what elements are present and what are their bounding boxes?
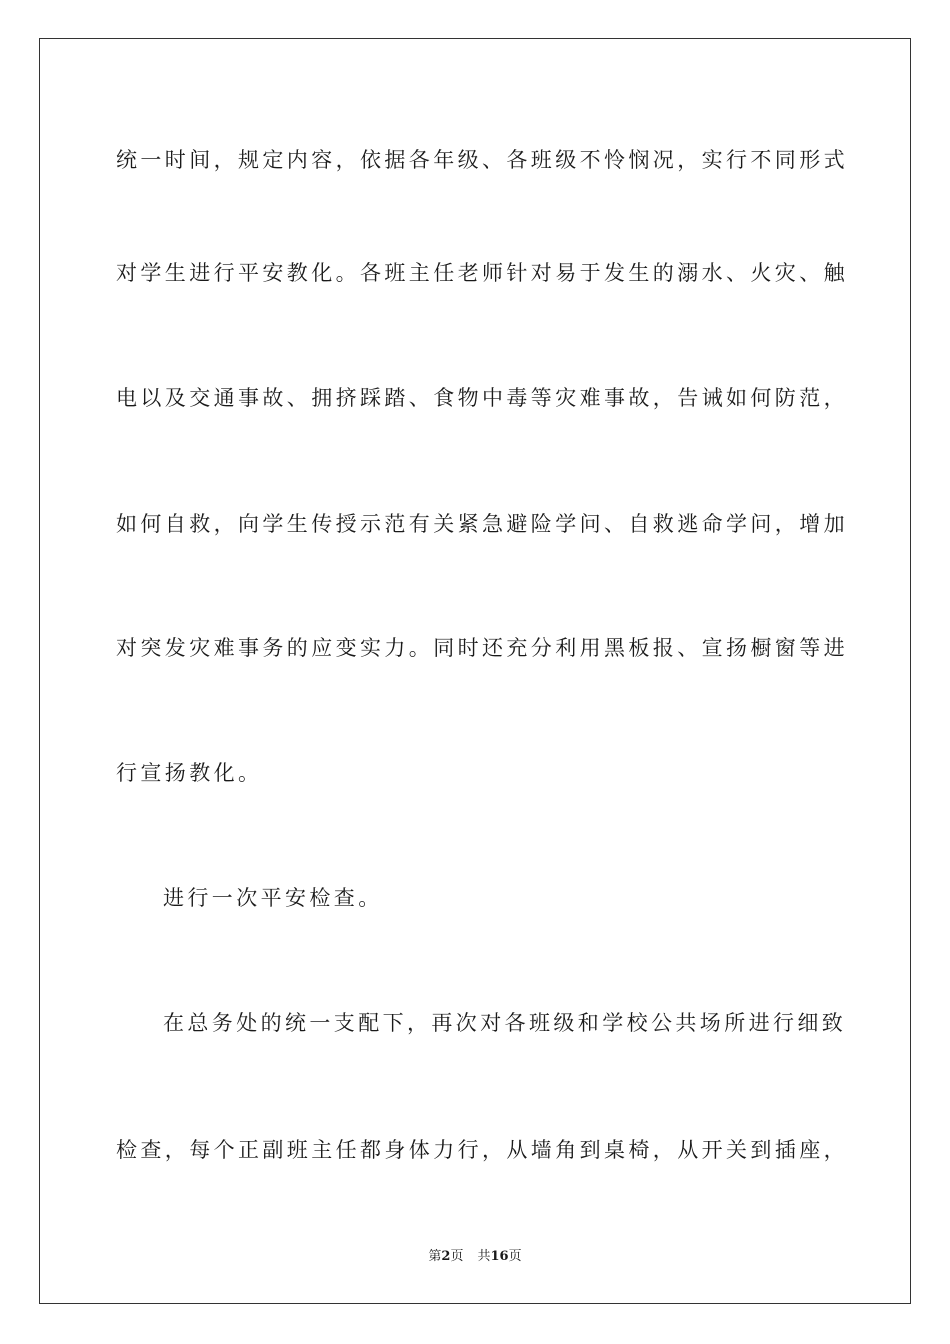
section-heading-line: 进行一次平安检查。 (163, 886, 383, 910)
body-text-line-5: 对突发灾难事务的应变实力。同时还充分利用黑板报、宣扬橱窗等进 (116, 636, 848, 660)
page-border (39, 38, 911, 1304)
body-text-line-4: 如何自救，向学生传授示范有关紧急避险学问、自救逃命学问，增加 (116, 512, 848, 536)
page-prefix: 第 (428, 1249, 442, 1264)
total-suffix: 页 (508, 1249, 522, 1264)
total-pages: 16 (490, 1249, 509, 1264)
body-text-line-8: 检查，每个正副班主任都身体力行，从墙角到桌椅，从开关到插座， (116, 1138, 848, 1162)
page-number: 2 (441, 1249, 451, 1264)
body-text-line-3: 电以及交通事故、拥挤踩踏、食物中毒等灾难事故，告诫如何防范， (116, 386, 848, 410)
body-text-line-7: 在总务处的统一支配下，再次对各班级和学校公共场所进行细致 (163, 1011, 847, 1035)
body-text-line-1: 统一时间，规定内容，依据各年级、各班级不怜悯况，实行不同形式 (116, 148, 848, 172)
page-suffix: 页 (450, 1249, 464, 1264)
total-prefix: 共 (477, 1249, 491, 1264)
body-text-line-2: 对学生进行平安教化。各班主任老师针对易于发生的溺水、火灾、触 (116, 261, 848, 285)
page-footer (0, 1248, 950, 1266)
body-text-line-6: 行宣扬教化。 (116, 761, 263, 785)
